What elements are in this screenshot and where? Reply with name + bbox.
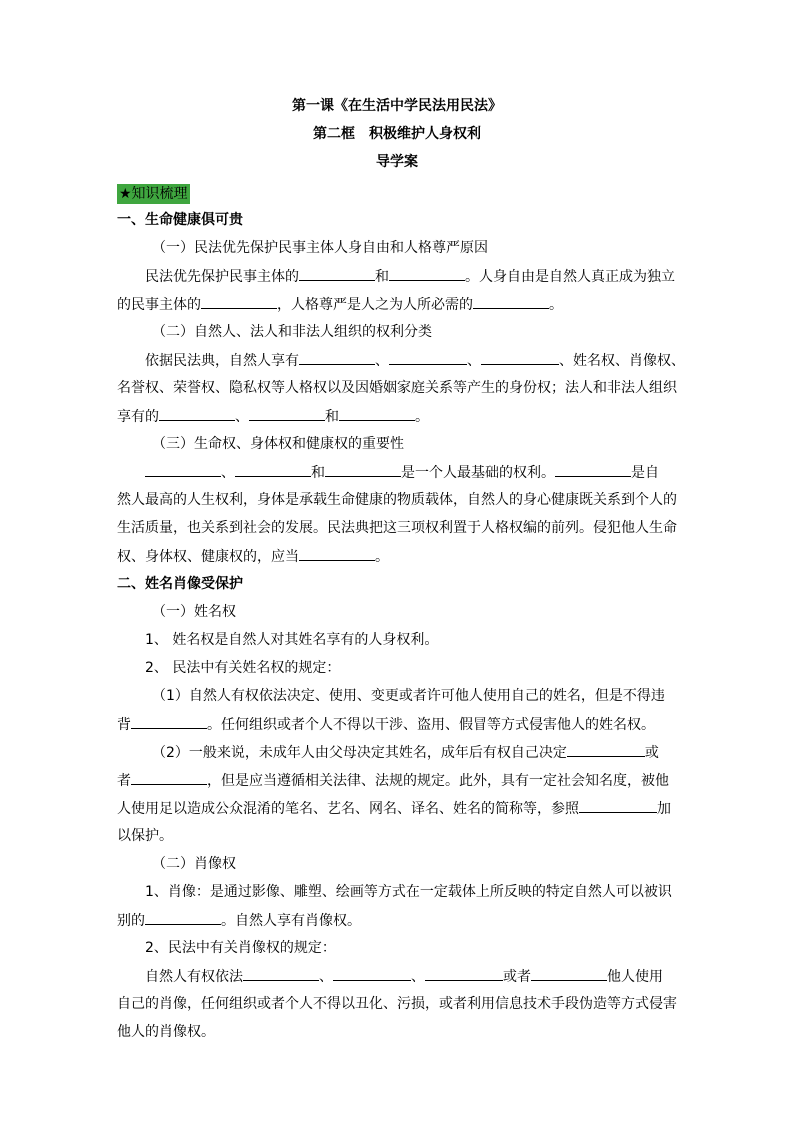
s1-para2-line1: 依据民法典，自然人享有 、 、 、姓名权、肖像权、 bbox=[145, 350, 705, 371]
fill-blank[interactable] bbox=[325, 462, 401, 477]
s2-rule1-line1: （1）自然人有权依法决定、使用、变更或者许可他人使用自己的姓名，但是不得违 bbox=[152, 688, 665, 704]
fill-blank[interactable] bbox=[425, 966, 503, 981]
section-1-heading: 一、生命健康俱可贵 bbox=[117, 212, 243, 228]
fill-blank[interactable] bbox=[131, 770, 207, 785]
fill-blank[interactable] bbox=[299, 350, 375, 365]
s2-rule2-line4: 以保护。 bbox=[117, 828, 173, 844]
s2-rule2-line2: 者 ，但是应当遵循相关法律、法规的规定。此外，具有一定社会知名度，被他 bbox=[117, 770, 677, 791]
s2-portrait-rule-line2: 自己的肖像，任何组织或者个人不得以丑化、污损，或者利用信息技术手段伪造等方式侵害 bbox=[117, 996, 677, 1012]
fill-blank[interactable] bbox=[235, 462, 311, 477]
fill-blank[interactable] bbox=[389, 266, 465, 281]
s2-rule1-line2: 背 。任何组织或者个人不得以干涉、盗用、假冒等方式侵害他人的姓名权。 bbox=[117, 714, 677, 735]
s1-para3-line3: 生活质量，也关系到社会的发展。民法典把这三项权利置于人格权编的前列。侵犯他人生命 bbox=[117, 520, 677, 536]
s2-portrait-rule-line1: 自然人有权依法 、 、 或者 他人使用 bbox=[145, 966, 705, 987]
fill-blank[interactable] bbox=[473, 294, 549, 309]
fill-blank[interactable] bbox=[243, 966, 319, 981]
fill-blank[interactable] bbox=[159, 406, 235, 421]
s2-portrait-line1: 1、肖像：是通过影像、雕塑、绘画等方式在一定载体上所反映的特定自然人可以被识 bbox=[145, 884, 672, 900]
knowledge-tag: ★知识梳理 bbox=[119, 186, 188, 202]
s1-para1-line1: 民法优先保护民事主体的 和 。人身自由是自然人真正成为独立 bbox=[145, 266, 705, 287]
s1-sub2: （二）自然人、法人和非法人组织的权利分类 bbox=[152, 324, 432, 340]
title-line-3: 导学案 bbox=[376, 154, 418, 170]
s1-para3-line2: 然人最高的人生权利，身体是承载生命健康的物质载体，自然人的身心健康既关系到个人的 bbox=[117, 492, 677, 508]
s1-para3-line1: 、 和 是一个人最基础的权利。 是自 bbox=[145, 462, 705, 483]
section-tag-row bbox=[117, 184, 677, 204]
s1-para3-line4: 权、身体权、健康权的，应当 。 bbox=[117, 546, 677, 567]
s2-item2: 2、 民法中有关姓名权的规定： bbox=[145, 660, 341, 676]
s2-item1: 1、 姓名权是自然人对其姓名享有的人身权利。 bbox=[145, 632, 439, 648]
fill-blank[interactable] bbox=[481, 350, 559, 365]
fill-blank[interactable] bbox=[299, 546, 375, 561]
s1-sub1: （一）民法优先保护民事主体人身自由和人格尊严原因 bbox=[152, 240, 488, 256]
fill-blank[interactable] bbox=[339, 406, 415, 421]
fill-blank[interactable] bbox=[145, 910, 221, 925]
fill-blank[interactable] bbox=[131, 714, 207, 729]
title-line-2: 第二框 积极维护人身权利 bbox=[313, 126, 481, 142]
fill-blank[interactable] bbox=[333, 966, 411, 981]
s2-sub2: （二）肖像权 bbox=[152, 856, 236, 872]
fill-blank[interactable] bbox=[567, 742, 645, 757]
s2-rule2-line1: （2）一般来说，未成年人由父母决定其姓名，成年后有权自己决定 或 bbox=[152, 742, 712, 763]
title-line-1: 第一课《在生活中学民法用民法》 bbox=[292, 98, 502, 114]
fill-blank[interactable] bbox=[531, 966, 607, 981]
s2-portrait-rules-title: 2、民法中有关肖像权的规定： bbox=[145, 940, 336, 956]
fill-blank[interactable] bbox=[555, 462, 631, 477]
s2-sub1: （一）姓名权 bbox=[152, 604, 236, 620]
fill-blank[interactable] bbox=[201, 294, 277, 309]
fill-blank[interactable] bbox=[299, 266, 375, 281]
fill-blank[interactable] bbox=[145, 462, 221, 477]
fill-blank[interactable] bbox=[579, 798, 657, 813]
s1-sub3: （三）生命权、身体权和健康权的重要性 bbox=[152, 436, 404, 452]
fill-blank[interactable] bbox=[249, 406, 325, 421]
section-2-heading: 二、姓名肖像受保护 bbox=[117, 576, 243, 592]
s1-para2-line2: 名誉权、荣誉权、隐私权等人格权以及因婚姻家庭关系等产生的身份权；法人和非法人组织 bbox=[117, 380, 677, 396]
fill-blank[interactable] bbox=[389, 350, 467, 365]
s2-portrait-rule-line3: 他人的肖像权。 bbox=[117, 1024, 215, 1040]
s1-para1-line2: 的民事主体的 ，人格尊严是人之为人所必需的 。 bbox=[117, 294, 677, 315]
s2-rule2-line3: 人使用足以造成公众混淆的笔名、艺名、网名、译名、姓名的简称等，参照 加 bbox=[117, 798, 677, 819]
s1-para2-line3: 享有的 、 和 。 bbox=[117, 406, 677, 427]
s2-portrait-line2: 别的 。自然人享有肖像权。 bbox=[117, 910, 677, 931]
